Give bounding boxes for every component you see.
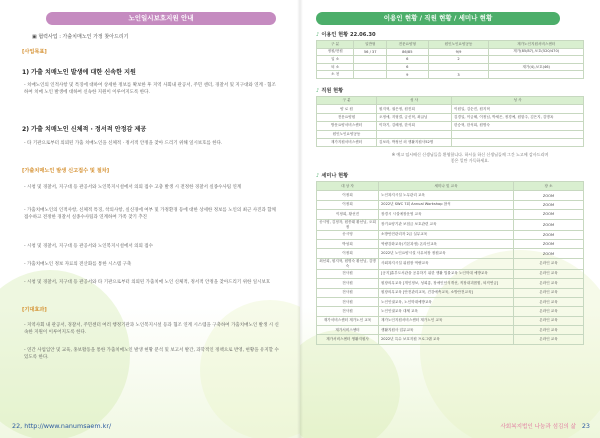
step-3: - 시청 및 경찰서, 지구대 등 관공서와 노인복지시설에서 의뢰 접수 — [24, 244, 153, 249]
table-row: 양 로 원 원지혁, 권은정, 원진희 이원일, 김순진, 원지혁 — [317, 105, 584, 113]
table-row: 송시영 소방안전관리자 2급 실무교육 ZOOM — [317, 230, 584, 239]
table-row: 이정희 노인복지시설 노무관리 교육 ZOOM — [317, 191, 584, 200]
step-2: - 가출치매노인의 인적사항, 신체적 특징, 착의사항, 실신경에 여부 및 가정환경 등에 대한 상세한 정보를 노인의 최근 사진과 함께 접수하고 전정한 경찰서 실종수사팀과 연계하여 가족 찾기 추진 — [24, 208, 276, 221]
section-staff: ♪ 직원 현황 — [316, 88, 344, 94]
goal-2-text: - 타 기관으로부터 의뢰된 가출 치매노인을 신체적 · 정서적 안정을 찾아 드리기 위해 일시보호를 한다. — [24, 141, 223, 146]
table-row: 최선희, 원지혁, 원명숙 황선님, 김명숙 사회복지시설 위원장 역량교육 온라인 교육 — [317, 258, 584, 269]
book-gutter — [297, 0, 303, 438]
table-row: 이정희 2022년 SWC 7회 Annual Workshop 참석 ZOOM — [317, 200, 584, 209]
table-row: 재가서비스센터 생활지원사 업무교육 온라인 교육 — [317, 326, 584, 335]
tag-goals: [사업목표] — [22, 49, 47, 55]
left-header: 노인일시보호지원 안내 — [46, 12, 276, 25]
intro-line: ▣ 협력사업 : 가출치매노인 가정 찾아드리기 — [32, 34, 129, 40]
tag-procedure: [가출치매노인 발생 신고접수 및 절차] — [22, 168, 110, 174]
table-row: 전사원 원장의무교육 [개인정보, 성희롱, 장애인인식개선, 직장내괴롭힘, 퇴직연금] 온라인 교육 — [317, 279, 584, 288]
table-row: 원인노인요양공동 — [317, 130, 584, 138]
table-row: 전사원 [공지]휴부도서관을 공유하기 위한 생활 법률교육 노인학대 예방교육 온라인 교육 — [317, 269, 584, 278]
page-footer-left[interactable]: 22, http://www.nanumsaem.kr/ — [12, 422, 112, 430]
table-row: 재가서비스센터 생활지원사 2022년 특수 보호지원 프로그램 교육 온라인 교육 — [317, 335, 584, 344]
right-header: 이용인 현황 / 직원 현황 / 세미나 현황 — [316, 12, 560, 25]
table-row: 재가서비스센터 재가노인 교육 재가노인지원서비스센터 재가노인 교육 온라인 교육 — [317, 316, 584, 325]
section-seminar: ♪ 세미나 현황 — [316, 173, 349, 179]
right-page — [300, 0, 600, 438]
note-icon: ♪ — [316, 32, 320, 38]
step-4: - 가출치매노인 정보 자료의 전산화를 통한 시스템 구축 — [24, 262, 132, 267]
effect-1: - 지역사회 내 관공서, 경찰서, 주민센터 여러 행정기관과 노인복지시설 등과 협조 연계 시스템을 구축하여 가출치매노인 발생 시 신속한 지원이 이루어지도록 한다. — [24, 323, 279, 336]
table-row: 소 천 9 3 — [317, 71, 584, 79]
staff-note: ※ 예고 임시배신 신생님들을 환영합니다. 하시를 하신 신생님들께 그간 노고에 감사드리며 좋은 일만 가득하세요. — [391, 152, 549, 163]
table-row: 박성희 역량강화교육(기본과정) 온라인교육 ZOOM — [317, 239, 584, 248]
table-row: 전문요양원 오정애, 지형결, 금신혁, 최글님 김경일, 이금혜, 이정님, 박세은, 정경예, 원함주, 김은지, 김명옥 — [317, 113, 584, 121]
table-row: 이정희, 황선진 장경시 시설예장운영 교육 ZOOM — [317, 210, 584, 219]
goal-2-title: 2) 가출 치매노인 신체적 · 정서적 안정감 제공 — [22, 126, 147, 133]
table-row: 전사원 원장의무교육 [안전관리교육, 건강예측교육, 소방안전교육] 온라인 교육 — [317, 288, 584, 297]
table-row: 입 소 6 2 — [317, 56, 584, 64]
tag-effects: [기대효과] — [22, 307, 47, 313]
table-row: 재가지원서비스센터 김보라, 박정선 외 생활지원사52명 — [317, 138, 584, 146]
table-row: 이정희 2022년 노인요양시설 사무처장 정원교육 ZOOM — [317, 249, 584, 258]
staff-table — [316, 96, 584, 147]
note-icon: ♪ — [316, 88, 320, 94]
table-row: 정원/현원 56 / 37 86/85 9/9 재가(85/87),보호(520/470) — [317, 48, 584, 56]
effect-2: - 연간 사업입안 및 교육, 홍보활동을 통한 가출치매노인 발생 현황 분석 및 보고서 발간, 과학적인 정책으로 반영, 현황을 유지할 수 있도록 한다. — [24, 348, 279, 361]
note-icon: ♪ — [316, 173, 320, 179]
step-1: - 시청 및 경찰서, 지구대 등 관공서와 노인복지시설에서 의뢰 접수 고충 발생 시 전정한 경찰서 실종수사팀 연계 — [24, 185, 242, 190]
page-number: 23 — [581, 422, 590, 430]
table-row: 퇴 소 6 재가(4),보호(46) — [317, 63, 584, 71]
goal-1-title: 1) 가출 치매노인 발생에 대한 신속한 지원 — [22, 69, 136, 76]
section-users: ♪ 이용인 현황 22.06.30 — [316, 32, 376, 38]
step-5: - 시청 및 경찰서, 지구대 등 관공서와 타 기관으로부터 의뢰된 가출치매 노인 신체적, 정서적 안정을 찾아드리기 위한 일시보호 — [24, 280, 271, 285]
table-header-row: 구 분 성 사 성 사 — [317, 97, 584, 105]
users-table — [316, 40, 584, 79]
goal-1-text: - 치매노인의 인적사항 및 특징에 대하여 상세한 정보를 확보한 후 지역 사회내 관공서, 주민 센터, 경찰서 및 지구대와 연계 · 협조하여 치매 노인 발생에 대하여 신속한 지원이 이루어지도록 한다. — [24, 83, 276, 96]
table-row: 송시영, 김정자, 원종래 황선님, 오희정 장기요양기관 보험금 보호관련 교육 ZOOM — [317, 219, 584, 230]
table-row: 방문요양서비스센터 이하기, 김혜정, 한석희 한승혁, 한석희, 원명숙 — [317, 122, 584, 130]
table-row: 전사원 노인인권교육 대체 교육 온라인 교육 — [317, 307, 584, 316]
table-row: 전사원 노인인권교육, 노인학대예방교육 온라인 교육 — [317, 297, 584, 306]
seminar-table — [316, 181, 584, 345]
table-header-row: 대 상 자 세미나 및 교육 장 소 — [317, 182, 584, 191]
footer-slogan: 사회복지법인 나눔과 섬김의 삶 — [500, 424, 576, 430]
table-header-row: 구 분 일반형 전문요양형 원인노인요양공동 재가노인지원서비스센터 — [317, 41, 584, 49]
